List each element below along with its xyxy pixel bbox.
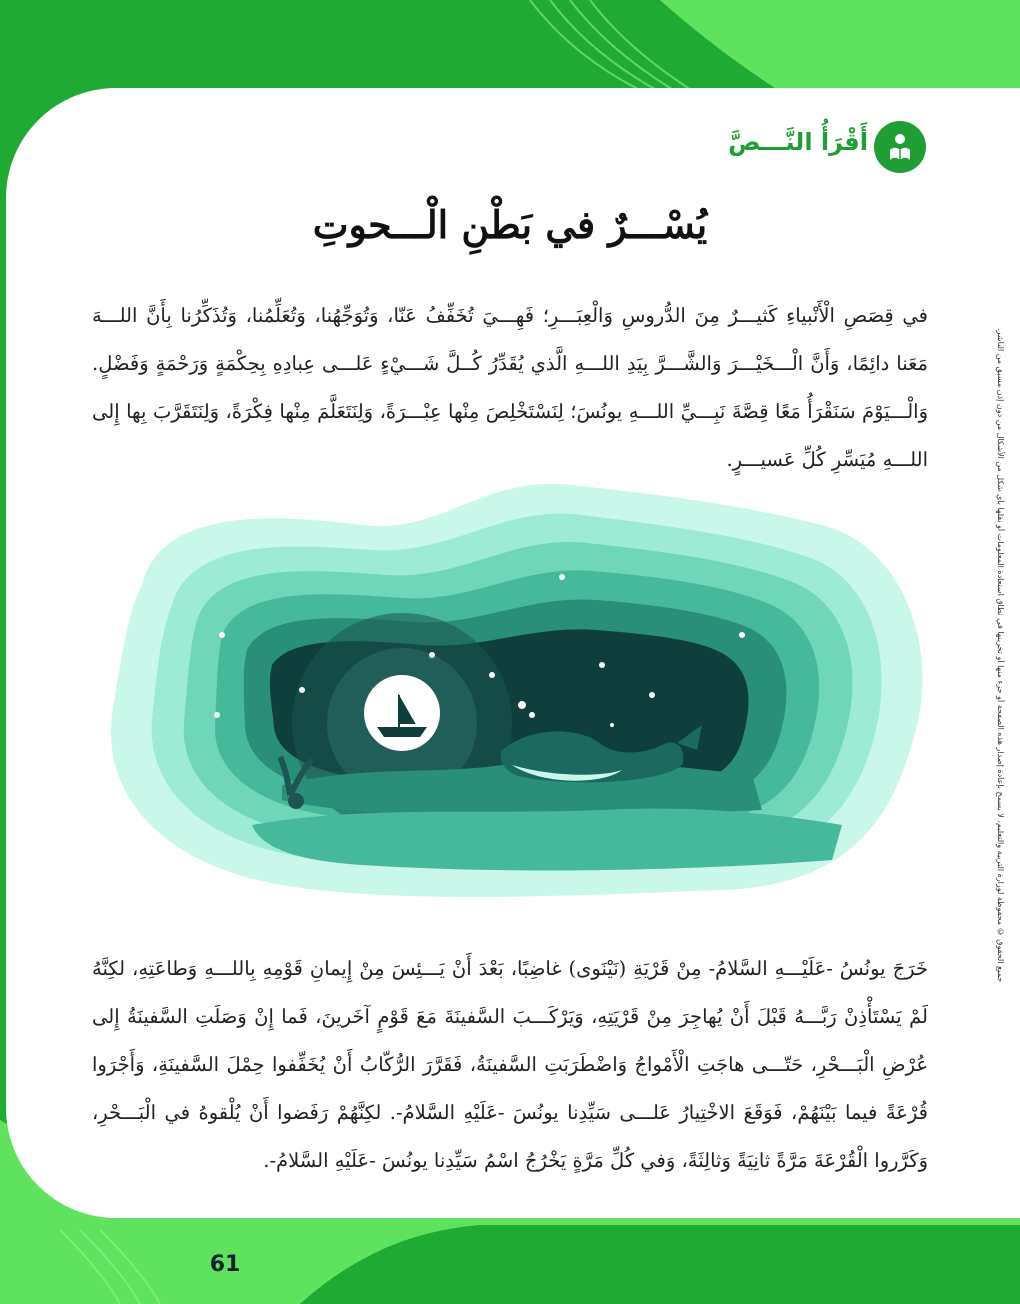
lesson-title: يُسْـــرٌ في بَطْنِ الْـــحوتِ bbox=[312, 202, 708, 247]
intro-paragraph: في قِصَصِ الْأَنْبياءِ كَثيـــرٌ مِنَ الدُّروسِ وَالْعِبَـــرِ؛ فَهِـــيَ تُخَفِّفُ عَنّا، وَتُوَجِّهُنا، وَتُعَلِّمُنا، وَتُذَكِّرُنا بِأَنَّ اللـــهَ مَعَنا دائِمًا، وَأَنَّ الْـــخَيْـــرَ وَالشَّـــرَّ بِيَدِ اللـــهِ الَّذي يُقَدِّرُ كُــلَّ شَـــيْءٍ عَلـــى عِبادِهِ بِحِكْمَةٍ وَرَحْمَةٍ وَفَضْلٍ. وَالْـــيَوْمَ سَنَقْرَأُ مَعًا قِصَّةَ نَبِـــيِّ اللـــهِ يونُسَ؛ لِنَسْتَخْلِصَ مِنْها عِبْـــرَةً، وَلِنَتَعَلَّمَ مِنْها فِكْرَةً، وَلِنَتَقَرَّبَ بِها إِلى اللـــهِ مُيَسِّرِ كُلِّ عَسيـــرٍ. bbox=[92, 304, 928, 471]
copyright-note: جميع الحقوق © محفوظة لوزارة التربية والتعليم، لا يسمح بإعادة إصدار هذه الصفحة أو جزء منها أو تخزينها في نطاق استعادة المعلومات أو نقلها بأي شكل من الأشكال من دون إذن مسبق من الناشر. bbox=[996, 327, 1005, 983]
page-number: 61 bbox=[209, 1252, 241, 1277]
story-paragraph: خَرَجَ يونُسُ -عَلَيْـــهِ السَّلامُ- مِنْ قَرْيَةِ (نَيْنَوى) غاضِبًا، بَعْدَ أَنْ يَـــئِسَ مِنْ إِيمانِ قَوْمِهِ بِاللـــهِ وَطاعَتِهِ، لكِنَّهُ لَمْ يَسْتَأْذِنْ رَبَّـــهُ قَبْلَ أَنْ يُهاجِرَ مِنْ قَرْيَتِهِ، وَيَرْكَـــبَ السَّفينَةَ مَعَ قَوْمٍ آخَرينَ، فَما إِنْ وَصَلَتِ السَّفينَةُ إِلى عُرْضِ الْبَـــحْرِ، حَتّـــى هاجَتِ الْأَمْواجُ وَاضْطَرَبَتِ السَّفينَةُ، فَقَرَّرَ الرُّكّابُ أَنْ يُخَفِّفوا حِمْلَ السَّفينَةِ، وَأَجْرَوا قُرْعَةً فيما بَيْنَهُمْ، فَوَقَعَ الاخْتِيارُ عَلـــى سَيِّدِنا يونُسَ -عَلَيْهِ السَّلامُ-. لكِنَّهُمْ رَفَضوا أَنْ يُلْقوهُ في الْبَـــحْرِ، وَكَرَّروا الْقُرْعَةَ مَرَّةً ثانِيَةً وَثالِثَةً، وَفي كُلِّ مَرَّةٍ يَخْرُجُ اسْمُ سَيِّدِنا يونُسَ -عَلَيْهِ السَّلامُ-. bbox=[92, 957, 928, 1172]
reading-person-icon bbox=[874, 121, 926, 173]
whale-ship-papercut-icon bbox=[102, 465, 932, 900]
section-label: أَقْرَأُ النَّـــصَّ bbox=[728, 128, 868, 156]
